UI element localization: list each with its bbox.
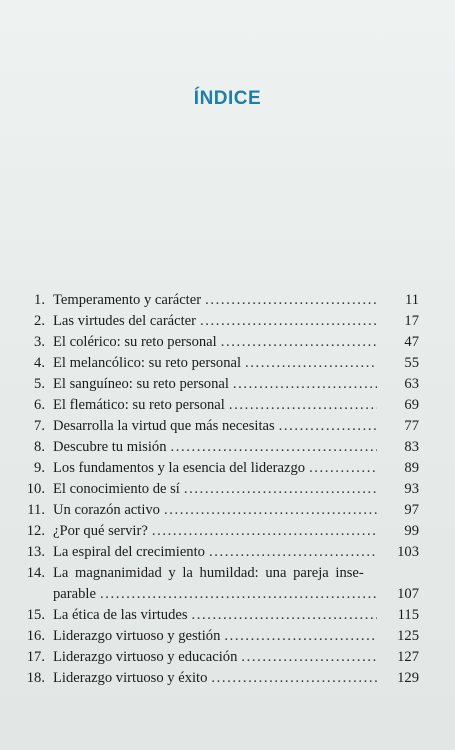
entry-number: 7. [34, 418, 45, 434]
dot-leader [233, 374, 377, 395]
toc-entry [19, 332, 419, 353]
entry-number: 4. [34, 355, 45, 371]
toc-entry [19, 605, 419, 626]
entry-number: 10. [26, 481, 45, 497]
entry-number: 1. [34, 292, 45, 308]
dot-leader [229, 395, 377, 416]
entry-page-number: 127 [397, 649, 419, 665]
entry-title: La espiral del crecimiento [53, 544, 205, 560]
dot-leader [209, 542, 377, 563]
entry-page-number: 93 [404, 481, 419, 497]
entry-page-number: 77 [404, 418, 419, 434]
dot-leader [171, 437, 378, 458]
toc-entry [19, 395, 419, 416]
entry-number: 16. [26, 628, 45, 644]
dot-leader [245, 353, 377, 374]
entry-page-number: 103 [397, 544, 419, 560]
entry-number: 13. [26, 544, 45, 560]
entry-title: El sanguíneo: su reto personal [53, 376, 229, 392]
toc-entry [19, 458, 419, 479]
entry-number: 12. [26, 523, 45, 539]
entry-number: 6. [34, 397, 45, 413]
entry-title: El flemático: su reto personal [53, 397, 225, 413]
entry-page-number: 83 [404, 439, 419, 455]
toc-entry [19, 353, 419, 374]
entry-title: El melancólico: su reto personal [53, 355, 242, 371]
entry-page-number: 69 [404, 397, 419, 413]
entry-page-number: 17 [404, 313, 419, 329]
dot-leader [221, 332, 377, 353]
entry-number: 17. [26, 649, 45, 665]
entry-number: 18. [26, 670, 45, 686]
toc-entry [19, 479, 419, 500]
entry-title: Un corazón activo [53, 502, 160, 518]
toc-entry [19, 500, 419, 521]
toc-entry [19, 416, 419, 437]
dot-leader [192, 605, 377, 626]
toc-entry [19, 542, 419, 563]
entry-page-number: 129 [397, 670, 419, 686]
entry-number: 11. [27, 502, 45, 518]
entry-number: 3. [34, 334, 45, 350]
entry-title: El colérico: su reto personal [53, 334, 217, 350]
dot-leader [100, 584, 377, 605]
entry-title: Los fundamentos y la esencia del liderazgo [53, 460, 306, 476]
dot-leader [241, 647, 377, 668]
toc-entry [19, 668, 419, 689]
entry-title: ¿Por qué servir? [53, 523, 148, 539]
dot-leader [309, 458, 377, 479]
toc-entry [19, 374, 419, 395]
entry-page-number: 63 [404, 376, 419, 392]
dot-leader [164, 500, 377, 521]
entry-number: 2. [34, 313, 45, 329]
dot-leader [205, 290, 377, 311]
entry-page-number: 11 [404, 292, 419, 308]
entry-page-number: 55 [404, 355, 419, 371]
dot-leader [152, 521, 377, 542]
page-title: ÍNDICE [193, 88, 262, 109]
toc-entry [19, 563, 419, 605]
dot-leader [279, 416, 377, 437]
entry-page-number: 89 [404, 460, 419, 476]
toc-entry [19, 647, 419, 668]
entry-title: Liderazgo virtuoso y éxito [53, 670, 208, 686]
dot-leader [200, 311, 377, 332]
dot-leader [184, 479, 377, 500]
toc-entry [19, 290, 419, 311]
toc-entry [19, 437, 419, 458]
entry-title: Liderazgo virtuoso y educación [53, 649, 238, 665]
entry-page-number: 107 [397, 586, 419, 602]
entry-number: 15. [26, 607, 45, 623]
entry-page-number: 97 [404, 502, 419, 518]
dot-leader [211, 668, 377, 689]
entry-title: Las virtudes del carácter [53, 313, 197, 329]
entry-number: 14. [26, 565, 45, 581]
table-of-contents [19, 290, 419, 689]
entry-title: La ética de las virtudes [53, 607, 188, 623]
entry-title: Descubre tu misión [53, 439, 167, 455]
entry-page-number: 115 [397, 607, 419, 623]
entry-title: Temperamento y carácter [53, 292, 202, 308]
toc-entry [19, 521, 419, 542]
entry-page-number: 47 [404, 334, 419, 350]
entry-title-line-2: parable [53, 586, 96, 602]
dot-leader [224, 626, 377, 647]
entry-title: Desarrolla la virtud que más necesitas [53, 418, 275, 434]
entry-title: Liderazgo virtuoso y gestión [53, 628, 221, 644]
entry-title: El conocimiento de sí [53, 481, 180, 497]
entry-page-number: 125 [397, 628, 419, 644]
toc-entry [19, 626, 419, 647]
entry-number: 5. [34, 376, 45, 392]
entry-title-line-1: La magnanimidad y la humildad: una pareja inse- [53, 565, 364, 581]
entry-number: 8. [34, 439, 45, 455]
toc-entry [19, 311, 419, 332]
entry-number: 9. [34, 460, 45, 476]
entry-page-number: 99 [404, 523, 419, 539]
